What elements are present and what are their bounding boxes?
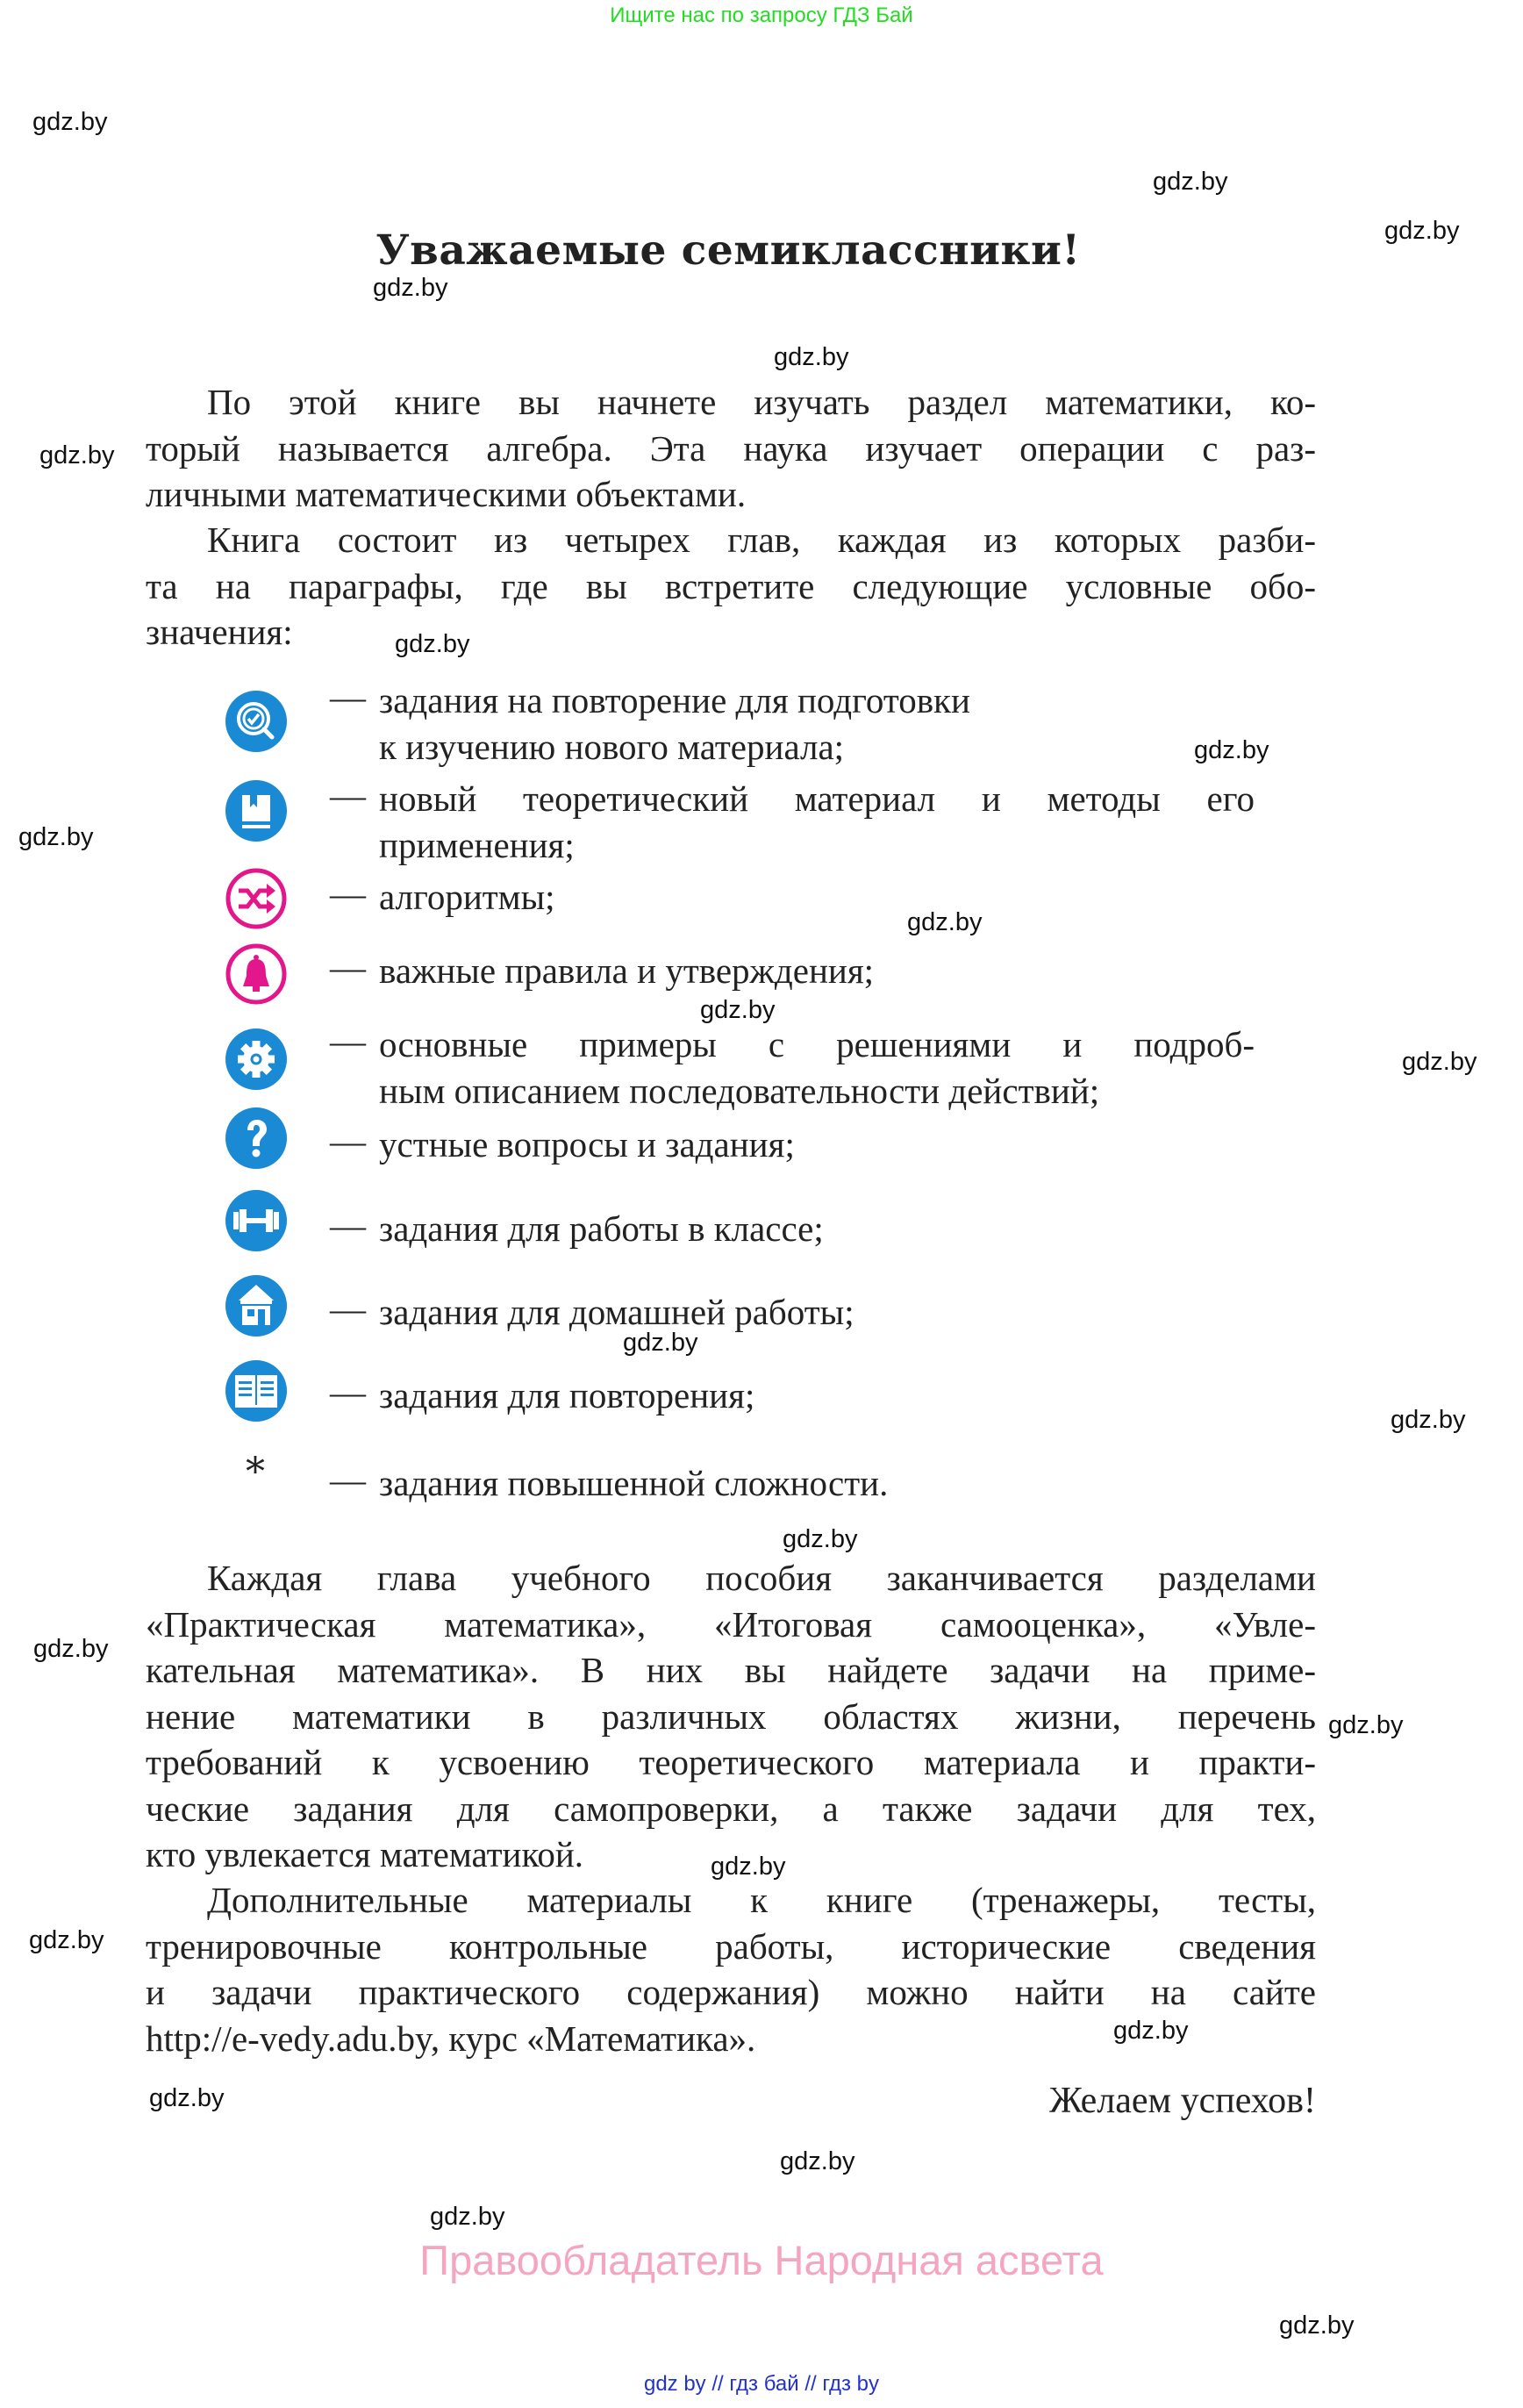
watermark: gdz.by	[700, 996, 776, 1024]
legend-item	[225, 1028, 288, 1091]
text-line: нение математики в различных областях жизни, перечень	[146, 1695, 1316, 1737]
legend-text	[379, 1372, 754, 1419]
legend-text	[379, 1460, 888, 1507]
open-book-icon	[225, 1359, 288, 1423]
watermark: gdz.by	[430, 2203, 505, 2231]
text-line: ным описанием последовательности действий;	[379, 1070, 1100, 1111]
legend-dash: —	[330, 1288, 366, 1329]
legend-dash: —	[330, 1021, 366, 1061]
legend-item	[225, 942, 288, 1006]
text-line: кто увлекается математикой.	[146, 1834, 584, 1874]
footer-links[interactable]: gdz by // гдз бай // гдз by	[643, 2372, 880, 2396]
text-line: задания на повторение для подготовки	[379, 680, 970, 720]
legend-item	[225, 1107, 288, 1170]
text-line: новый теоретический материал и методы его	[379, 778, 1255, 819]
text-line: Дополнительные материалы к книге (тренажеры, тесты,	[207, 1880, 1316, 1920]
watermark: gdz.by	[1402, 1048, 1477, 1076]
text-line: устные вопросы и задания;	[379, 1124, 795, 1165]
text-line: По этой книге вы начнете изучать раздел математики, ко-	[207, 382, 1316, 422]
question-icon	[225, 1107, 288, 1170]
shuffle-icon	[225, 867, 288, 930]
legend-dash: —	[330, 775, 366, 815]
legend-dash: —	[330, 873, 366, 914]
text-line: значения:	[146, 612, 293, 652]
watermark: gdz.by	[33, 1635, 109, 1663]
watermark: gdz.by	[1384, 217, 1460, 245]
text-line: «Практическая математика», «Итоговая самооценка», «Увле-	[146, 1603, 1316, 1645]
watermark: gdz.by	[780, 2147, 855, 2175]
gear-icon	[225, 1028, 288, 1091]
watermark: gdz.by	[1328, 1711, 1404, 1739]
legend-item	[225, 1274, 288, 1337]
top-banner[interactable]: Ищите нас по запросу ГДЗ Бай	[610, 4, 913, 27]
watermark: gdz.by	[1194, 736, 1269, 764]
intro-paragraph	[146, 379, 1316, 518]
text-line: алгоритмы;	[379, 877, 555, 917]
legend-item	[225, 1189, 288, 1252]
text-line: основные примеры с решениями и подроб-	[379, 1024, 1255, 1064]
website-link-line[interactable]: http://e-vedy.adu.by, курс «Математика».	[146, 2017, 756, 2059]
legend-item	[225, 779, 288, 842]
text-line: к изучению нового материала;	[379, 726, 845, 767]
watermark: gdz.by	[623, 1329, 698, 1357]
text-line: задания повышенной сложности.	[379, 1463, 889, 1503]
text-line: личными математическими объектами.	[146, 474, 747, 514]
search-check-icon	[225, 690, 288, 753]
watermark: gdz.by	[774, 343, 849, 371]
legend-text	[379, 1122, 795, 1168]
text-line: задания для работы в классе;	[379, 1208, 824, 1249]
legend-text	[379, 874, 555, 921]
watermark: gdz.by	[395, 630, 470, 658]
watermark: gdz.by	[149, 2084, 225, 2112]
legend-dash: —	[330, 1121, 366, 1161]
text-line: и задачи практического содержания) можно найти на сайте	[146, 1972, 1316, 2012]
legend-dash: —	[330, 677, 366, 717]
text-line: важные правила и утверждения;	[379, 950, 875, 991]
watermark: gdz.by	[711, 1853, 786, 1881]
watermark: gdz.by	[1279, 2311, 1355, 2340]
structure-paragraph	[146, 517, 1316, 656]
watermark: gdz.by	[907, 908, 983, 936]
watermark: gdz.by	[373, 274, 448, 302]
text-line: задания для домашней работы;	[379, 1292, 854, 1332]
legend-text	[379, 776, 1255, 868]
text-line: тренировочные контрольные работы, исторические сведения	[146, 1925, 1316, 1967]
watermark: gdz.by	[783, 1525, 858, 1553]
text-line: ческие задания для самопроверки, а также задачи для тех,	[146, 1788, 1316, 1829]
legend-dash: —	[330, 947, 366, 987]
legend-dash: —	[330, 1459, 366, 1500]
watermark: gdz.by	[18, 823, 94, 851]
legend-item	[225, 690, 288, 753]
watermark: gdz.by	[29, 1926, 104, 1954]
text-line: Книга состоит из четырех глав, каждая из которых разби-	[207, 520, 1316, 560]
legend-item	[225, 867, 288, 930]
asterisk-icon: *	[246, 1450, 265, 1494]
watermark: gdz.by	[32, 108, 108, 136]
legend-text	[379, 1021, 1255, 1114]
legend-text	[379, 948, 874, 994]
watermark: gdz.by	[1113, 2017, 1189, 2045]
text-line: требований к усвоению теоретического материала и практи-	[146, 1742, 1316, 1782]
text-line: применения;	[379, 824, 575, 865]
watermark: gdz.by	[1391, 1406, 1466, 1434]
text-line: та на параграфы, где вы встретите следующие условные обо-	[146, 565, 1316, 606]
closing-wish: Желаем успехов!	[1049, 2081, 1316, 2121]
text-line: Каждая глава учебного пособия заканчивается разделами	[207, 1558, 1316, 1598]
legend-item	[225, 1359, 288, 1423]
legend-text	[379, 1289, 854, 1336]
house-icon	[225, 1274, 288, 1337]
book-icon	[225, 779, 288, 842]
legend-text	[379, 677, 970, 770]
chapter-sections-paragraph	[146, 1555, 1316, 1881]
bell-icon	[225, 942, 288, 1006]
copyright-notice: Правообладатель Народная асвета	[419, 2237, 1104, 2283]
legend-dash: —	[330, 1372, 366, 1412]
legend-text	[379, 1206, 824, 1252]
watermark: gdz.by	[1153, 168, 1228, 196]
page-title: Уважаемые семиклассники!	[375, 226, 1081, 275]
dumbbell-icon	[225, 1189, 288, 1252]
legend-dash: —	[330, 1205, 366, 1245]
watermark: gdz.by	[39, 441, 115, 469]
text-line: задания для повторения;	[379, 1375, 755, 1415]
text-line: кательная математика». В них вы найдете задачи на приме-	[146, 1650, 1316, 1690]
text-line: торый называется алгебра. Эта наука изучает операции с раз-	[146, 427, 1316, 469]
